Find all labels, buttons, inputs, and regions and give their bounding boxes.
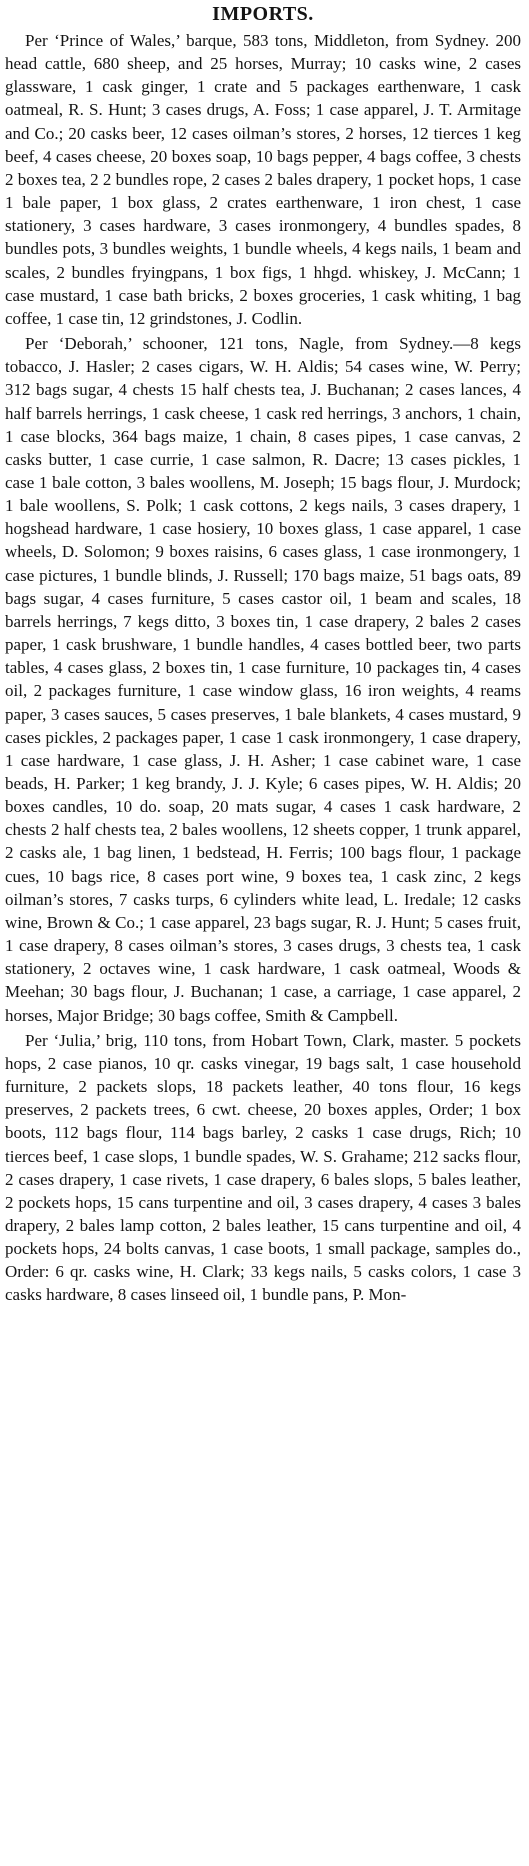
section-heading: IMPORTS. [212, 3, 314, 25]
import-entry-julia [5, 1029, 521, 1307]
import-entry-prince-of-wales [5, 29, 521, 330]
entry-text: Per ‘Prince of Wales,’ barque, 583 tons, Middleton, from Sydney. 200 head cattle, 680 sheep, and 25 horses, Murray; 10 casks wine, 2 cases glassware, 1 cask ginger, 1 crate and 5 packages earthenware, 1 cask oatmeal, R. S. Hunt; 3 cases drugs, A. Foss; 1 case apparel, J. T. Armitage and Co.; 20 casks beer, 12 cases oilman’s stores, 2 horses, 12 tierces 1 keg beef, 4 cases cheese, 20 boxes soap, 10 bags pepper, 4 bags coffee, 3 chests 2 boxes tea, 2 2 bundles rope, 2 cases 2 bales drapery, 1 pocket hops, 1 case 1 bale paper, 1 box glass, 2 crates earthenware, 1 iron chest, 1 case stationery, 3 cases hardware, 3 cases ironmongery, 4 bundles spades, 8 bundles pots, 3 bundles weights, 1 bundle wheels, 4 kegs nails, 1 beam and scales, 2 bundles fryingpans, 1 box figs, 1 hhgd. whiskey, J. McCann; 1 case mustard, 1 case bath bricks, 2 boxes groceries, 1 cask whiting, 1 bag coffee, 1 case tin, 12 grindstones, J. Codlin. [5, 31, 521, 328]
import-entry-deborah [5, 332, 521, 1027]
entry-text: Per ‘Julia,’ brig, 110 tons, from Hobart Town, Clark, master. 5 pockets hops, 2 case pianos, 10 qr. casks vinegar, 19 bags salt, 1 case household furniture, 2 packets slops, 18 packets leather, 40 tons flour, 16 kegs preserves, 2 packets trees, 6 cwt. cheese, 20 boxes apples, Order; 1 box boots, 112 bags flour, 114 bags barley, 2 casks 1 case drugs, Rich; 10 tierces beef, 1 case slops, 1 bundle spades, W. S. Grahame; 212 sacks flour, 2 cases drapery, 1 case rivets, 1 case drapery, 6 bales slops, 5 bales leather, 2 pockets hops, 15 cans turpentine and oil, 3 cases drapery, 4 cases 3 bales drapery, 2 bales lamp cotton, 2 bales leather, 15 cans turpentine and oil, 4 pockets hops, 24 bolts canvas, 1 case boots, 1 small package, samples do., Order: 6 qr. casks wine, H. Clark; 33 kegs nails, 5 casks colors, 1 case 3 casks hardware, 8 cases linseed oil, 1 bundle pans, P. Mon- [5, 1030, 521, 1305]
entry-text: Per ‘Deborah,’ schooner, 121 tons, Nagle, from Sydney.—8 kegs tobacco, J. Hasler; 2 cases cigars, W. H. Aldis; 54 cases wine, W. Perry; 312 bags sugar, 4 chests 15 half chests tea, J. Buchanan; 2 cases lances, 4 half barrels herrings, 1 cask cheese, 1 cask red herrings, 3 anchors, 1 chain, 1 case blocks, 364 bags maize, 1 chain, 8 cases pipes, 1 case canvas, 2 casks butter, 1 case currie, 1 case salmon, R. Dacre; 13 cases pickles, 1 case 1 bale cotton, 3 bales woollens, M. Joseph; 15 bags flour, J. Murdock; 1 bale woollens, S. Polk; 1 cask cottons, 2 kegs nails, 3 cases drapery, 1 hogshead hardware, 1 case hosiery, 10 boxes glass, 1 case apparel, 1 case wheels, D. Solomon; 9 boxes raisins, 6 cases glass, 1 case ironmongery, 1 case pictures, 1 bundle blinds, J. Russell; 170 bags maize, 51 bags oats, 89 bags sugar, 4 cases furniture, 5 cases castor oil, 1 beam and scales, 18 barrels herrings, 7 kegs ditto, 3 boxes tin, 1 case drapery, 2 bales 2 cases paper, 1 cask brushware, 1 bundle handles, 4 cases bottled beer, two parts tables, 4 cases glass, 2 boxes tin, 1 case furniture, 10 packages tin, 4 cases oil, 2 packages furniture, 1 case window glass, 16 iron weights, 4 reams paper, 3 cases sauces, 5 cases preserves, 1 bale blankets, 4 cases mustard, 9 cases pickles, 2 packages paper, 1 case 1 cask ironmongery, 1 case drapery, 1 case hardware, 1 case glass, J. H. Asher; 1 case cabinet ware, 1 case beads, H. Parker; 1 keg brandy, J. J. Kyle; 6 cases pipes, W. H. Aldis; 20 boxes candles, 10 do. soap, 20 mats sugar, 4 cases 1 cask hardware, 2 chests 2 half chests tea, 2 bales woollens, 12 sheets copper, 1 trunk apparel, 2 casks ale, 1 bag linen, 1 bedstead, H. Ferris; 100 bags flour, 1 package cues, 10 bags rice, 8 cases port wine, 9 boxes tea, 1 cask zinc, 2 kegs oilman’s stores, 7 casks turps, 6 cylinders white lead, L. Iredale; 12 casks wine, Brown & Co.; 1 case apparel, 23 bags sugar, R. J. Hunt; 5 cases fruit, 1 case drapery, 8 cases oilman’s stores, 3 cases drugs, 3 chests tea, 1 cask stationery, 2 octaves wine, 1 cask hardware, 1 cask oatmeal, Woods & Meehan; 30 bags flour, J. Buchanan; 1 case, a carriage, 1 case apparel, 2 horses, Major Bridge; 30 bags coffee, Smith & Campbell. [5, 334, 521, 1025]
